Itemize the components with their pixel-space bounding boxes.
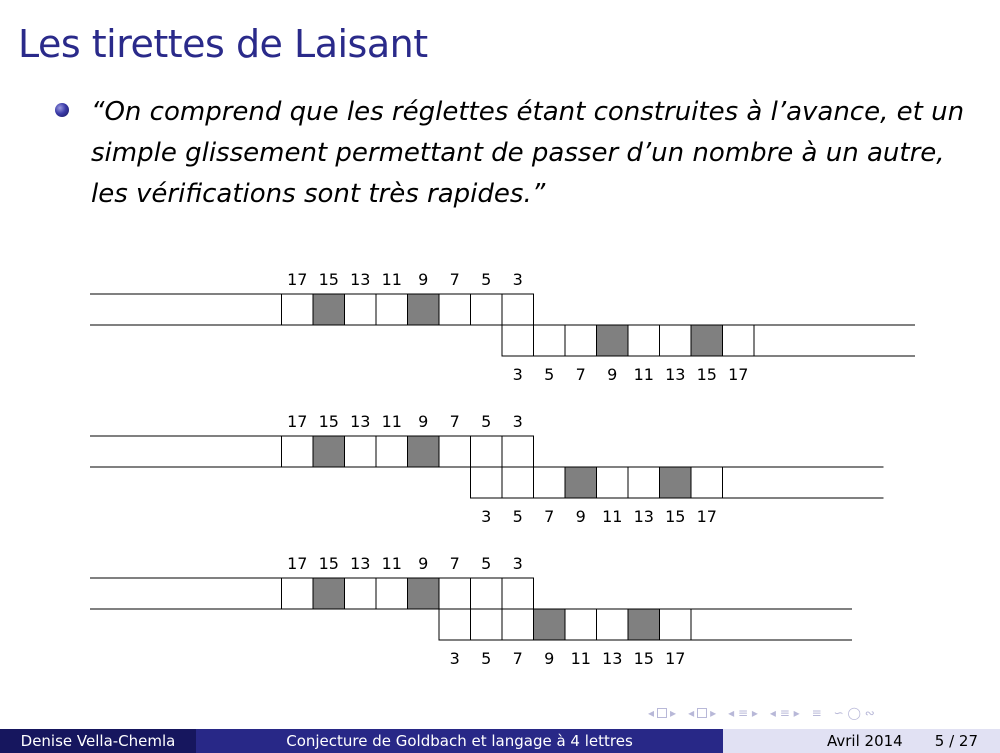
upper-cell-5 [471, 436, 503, 467]
upper-label-11: 11 [381, 412, 402, 431]
upper-cell-15 [313, 578, 345, 609]
lower-cell-11 [565, 609, 597, 640]
lower-cell-11 [597, 467, 629, 498]
upper-cell-11 [376, 294, 408, 325]
upper-cell-3 [502, 578, 534, 609]
upper-label-17: 17 [287, 412, 308, 431]
upper-cell-7 [439, 436, 471, 467]
upper-cell-3 [502, 436, 534, 467]
upper-label-11: 11 [381, 554, 402, 573]
upper-label-7: 7 [449, 554, 460, 573]
footer-page-number: 5 / 27 [934, 732, 978, 750]
upper-label-9: 9 [418, 554, 429, 573]
lower-label-9: 9 [544, 649, 555, 668]
upper-label-13: 13 [350, 270, 371, 289]
lower-label-7: 7 [512, 649, 523, 668]
footer-info [723, 729, 1000, 753]
upper-label-7: 7 [449, 270, 460, 289]
lower-label-5: 5 [481, 649, 492, 668]
lower-cell-3 [502, 325, 534, 356]
lower-label-3: 3 [481, 507, 492, 526]
upper-cell-17 [282, 294, 314, 325]
nav-toc-icon[interactable]: ≡ [811, 706, 822, 720]
footer-date: Avril 2014 [827, 732, 903, 750]
lower-label-3: 3 [449, 649, 460, 668]
upper-label-5: 5 [481, 554, 492, 573]
lower-cell-9 [597, 325, 629, 356]
lower-cell-3 [471, 467, 503, 498]
upper-cell-13 [345, 578, 377, 609]
upper-label-11: 11 [381, 270, 402, 289]
lower-cell-11 [628, 325, 660, 356]
upper-cell-13 [345, 294, 377, 325]
upper-label-7: 7 [449, 412, 460, 431]
upper-cell-9 [408, 436, 440, 467]
lower-label-17: 17 [696, 507, 717, 526]
nav-subsection-icon[interactable]: ◂ ▸ [688, 706, 717, 720]
upper-cell-9 [408, 578, 440, 609]
slide-title: Les tirettes de Laisant [18, 22, 428, 66]
footer-author: Denise Vella-Chemla [0, 729, 196, 753]
lower-cell-5 [502, 467, 534, 498]
upper-cell-13 [345, 436, 377, 467]
lower-cell-5 [471, 609, 503, 640]
upper-label-17: 17 [287, 270, 308, 289]
upper-cell-7 [439, 578, 471, 609]
lower-cell-15 [660, 467, 692, 498]
nav-section-icon[interactable]: ◂ ≡ ▸ [728, 706, 758, 720]
upper-label-3: 3 [512, 554, 523, 573]
upper-label-15: 15 [318, 412, 339, 431]
lower-cell-13 [628, 467, 660, 498]
lower-label-7: 7 [575, 365, 586, 384]
upper-cell-7 [439, 294, 471, 325]
upper-cell-5 [471, 294, 503, 325]
lower-cell-3 [439, 609, 471, 640]
lower-cell-17 [723, 325, 755, 356]
upper-label-15: 15 [318, 270, 339, 289]
lower-label-9: 9 [607, 365, 618, 384]
lower-label-9: 9 [575, 507, 586, 526]
lower-label-15: 15 [696, 365, 717, 384]
lower-label-5: 5 [512, 507, 523, 526]
upper-cell-15 [313, 436, 345, 467]
lower-label-11: 11 [633, 365, 654, 384]
lower-cell-13 [597, 609, 629, 640]
lower-cell-15 [628, 609, 660, 640]
upper-label-9: 9 [418, 270, 429, 289]
lower-cell-13 [660, 325, 692, 356]
lower-cell-7 [502, 609, 534, 640]
quote-text: “On comprend que les réglettes étant construites à l’avance, et un simple glissement permettant de passer d’un nombre à un autre, les vérifications sont très rapides.” [91, 97, 965, 209]
lower-label-3: 3 [512, 365, 523, 384]
upper-cell-9 [408, 294, 440, 325]
upper-cell-17 [282, 578, 314, 609]
upper-label-5: 5 [481, 270, 492, 289]
lower-label-17: 17 [665, 649, 686, 668]
lower-label-13: 13 [602, 649, 623, 668]
upper-cell-5 [471, 578, 503, 609]
beamer-navigation[interactable] [648, 704, 875, 722]
upper-label-17: 17 [287, 554, 308, 573]
upper-cell-17 [282, 436, 314, 467]
lower-cell-17 [660, 609, 692, 640]
upper-label-3: 3 [512, 270, 523, 289]
lower-label-13: 13 [665, 365, 686, 384]
upper-label-15: 15 [318, 554, 339, 573]
lower-label-11: 11 [602, 507, 623, 526]
upper-label-5: 5 [481, 412, 492, 431]
upper-label-3: 3 [512, 412, 523, 431]
lower-cell-5 [534, 325, 566, 356]
lower-cell-9 [565, 467, 597, 498]
upper-label-9: 9 [418, 412, 429, 431]
upper-cell-11 [376, 436, 408, 467]
lower-label-11: 11 [570, 649, 591, 668]
lower-cell-9 [534, 609, 566, 640]
lower-cell-15 [691, 325, 723, 356]
upper-label-13: 13 [350, 412, 371, 431]
lower-label-17: 17 [728, 365, 749, 384]
nav-frame-icon[interactable]: ◂ ▸ [648, 706, 677, 720]
lower-label-13: 13 [633, 507, 654, 526]
upper-cell-3 [502, 294, 534, 325]
nav-search-icon[interactable]: ∽ ◯ ∾ [833, 706, 875, 720]
lower-label-15: 15 [633, 649, 654, 668]
footer-talk-title: Conjecture de Goldbach et langage à 4 lettres [196, 729, 723, 753]
nav-part-icon[interactable]: ◂ ≡ ▸ [769, 706, 800, 720]
upper-cell-15 [313, 294, 345, 325]
upper-label-13: 13 [350, 554, 371, 573]
upper-cell-11 [376, 578, 408, 609]
footer-bar [0, 729, 1000, 753]
lower-label-5: 5 [544, 365, 555, 384]
lower-label-15: 15 [665, 507, 686, 526]
lower-cell-17 [691, 467, 723, 498]
lower-cell-7 [565, 325, 597, 356]
lower-label-7: 7 [544, 507, 555, 526]
lower-cell-7 [534, 467, 566, 498]
